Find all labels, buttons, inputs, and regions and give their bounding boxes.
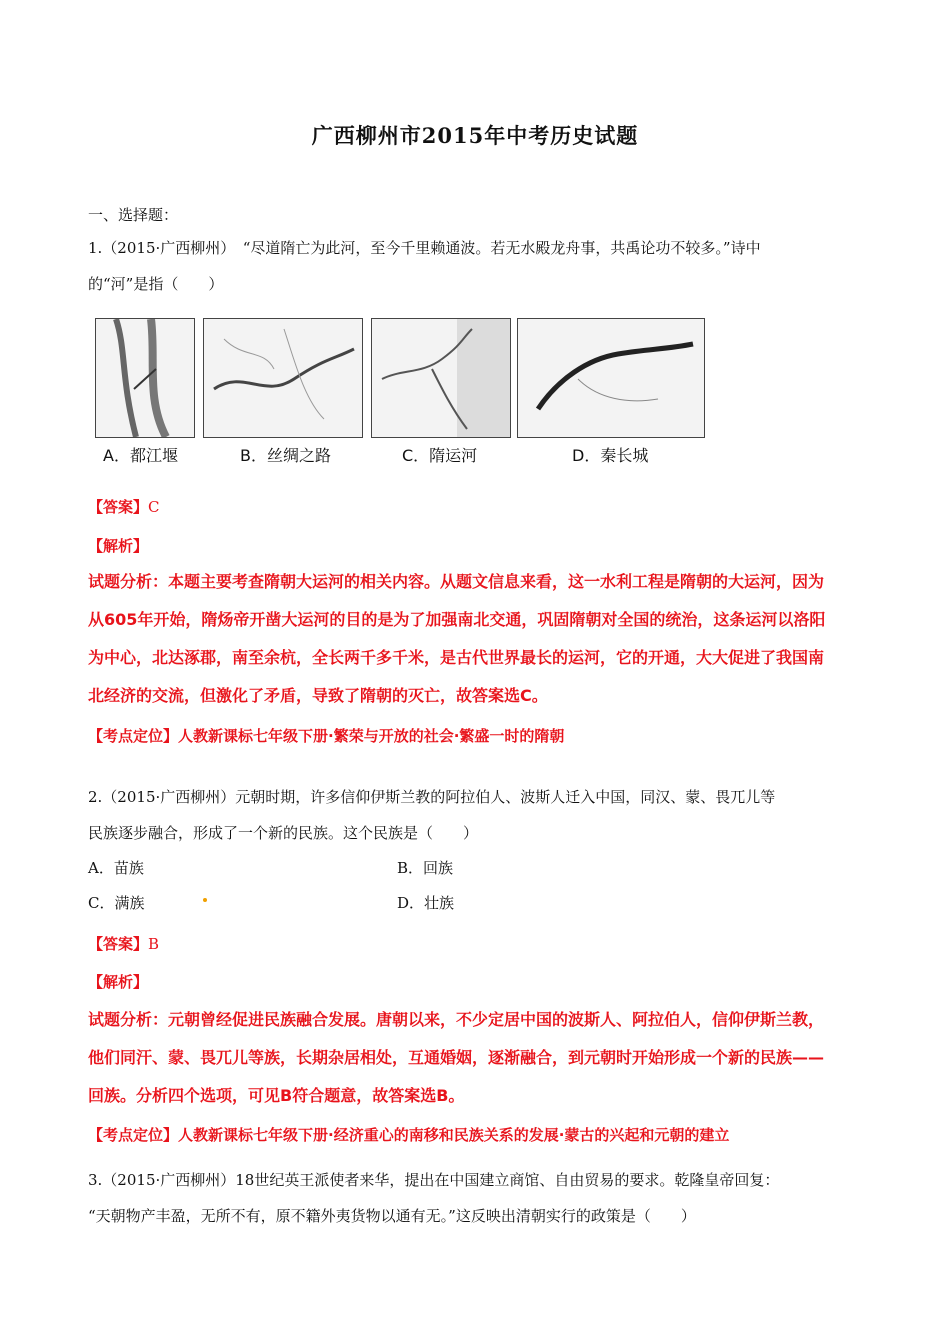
map-sui-canal — [371, 318, 511, 438]
answer-value: B — [148, 935, 160, 953]
map-silk-road — [203, 318, 363, 438]
q1-caption-d: D．秦长城 — [572, 446, 649, 465]
q2-option-a: A．苗族 — [88, 859, 144, 877]
q2-stem-line1: 2.（2015·广西柳州）元朝时期，许多信仰伊斯兰教的阿拉伯人、波斯人迁入中国，同汉、蒙、畏兀儿等 — [88, 788, 776, 806]
q2-point: 【考点定位】人教新课标七年级下册·经济重心的南移和民族关系的发展·蒙古的兴起和元朝的建立 — [88, 1126, 730, 1144]
q2-option-b: B．回族 — [397, 859, 454, 877]
q2-option-c: C．满族 — [88, 894, 145, 912]
q1-stem-line2: 的“河”是指（ ） — [88, 275, 224, 293]
q2-analysis-line: 回族。分析四个选项，可见B符合题意，故答案选B。 — [88, 1086, 465, 1105]
q1-caption-c: C．隋运河 — [402, 446, 478, 465]
q1-stem-line1: 1.（2015·广西柳州） “尽道隋亡为此河，至今千里赖通波。若无水殿龙舟事，共禹论功不较多。”诗中 — [88, 239, 761, 257]
q3-stem-line2: “天朝物产丰盈，无所不有，原不籍外夷货物以通有无。”这反映出清朝实行的政策是（ ） — [88, 1207, 696, 1225]
q1-caption-a: A．都江堰 — [103, 446, 178, 465]
answer-value: C — [148, 498, 160, 516]
section-heading: 一、选择题： — [88, 206, 179, 224]
q1-answer — [88, 497, 878, 517]
q2-analysis-line: 试题分析：元朝曾经促进民族融合发展。唐朝以来，不少定居中国的波斯人、阿拉伯人，信仰伊斯兰教， — [88, 1010, 825, 1029]
q1-analysis-line: 从605年开始，隋炀帝开凿大运河的目的是为了加强南北交通，巩固隋朝对全国的统治，这条运河以洛阳 — [88, 610, 826, 629]
q2-analysis-line: 他们同汗、蒙、畏兀儿等族，长期杂居相处，互通婚姻，逐渐融合，到元朝时开始形成一个新的民族—— — [88, 1048, 825, 1067]
q1-point: 【考点定位】人教新课标七年级下册·繁荣与开放的社会·繁盛一时的隋朝 — [88, 727, 565, 745]
map-dujiangyan — [95, 318, 195, 438]
q1-analysis-tag: 【解析】 — [88, 537, 149, 555]
q3-stem-line1: 3.（2015·广西柳州）18世纪英王派使者来华，提出在中国建立商馆、自由贸易的要求。乾隆皇帝回复： — [88, 1171, 780, 1189]
q2-option-d: D．壮族 — [397, 894, 455, 912]
map-qin-great-wall — [517, 318, 705, 438]
q1-analysis-line: 北经济的交流，但激化了矛盾，导致了隋朝的灭亡，故答案选C。 — [88, 686, 548, 705]
q1-caption-b: B．丝绸之路 — [240, 446, 331, 465]
stray-dot — [203, 898, 207, 902]
q2-stem-line2: 民族逐步融合，形成了一个新的民族。这个民族是（ ） — [88, 824, 479, 842]
page-title: 广西柳州市2015年中考历史试题 — [311, 123, 639, 148]
q1-analysis-line: 试题分析：本题主要考查隋朝大运河的相关内容。从题文信息来看，这一水利工程是隋朝的大运河，因为 — [88, 572, 825, 591]
q1-analysis-line: 为中心，北达涿郡，南至余杭，全长两千多千米，是古代世界最长的运河，它的开通，大大促进了我国南 — [88, 648, 825, 667]
q2-analysis-tag: 【解析】 — [88, 973, 149, 991]
answer-tag: 【答案】 — [88, 498, 149, 516]
answer-tag: 【答案】 — [88, 935, 149, 953]
q2-answer — [88, 934, 878, 954]
